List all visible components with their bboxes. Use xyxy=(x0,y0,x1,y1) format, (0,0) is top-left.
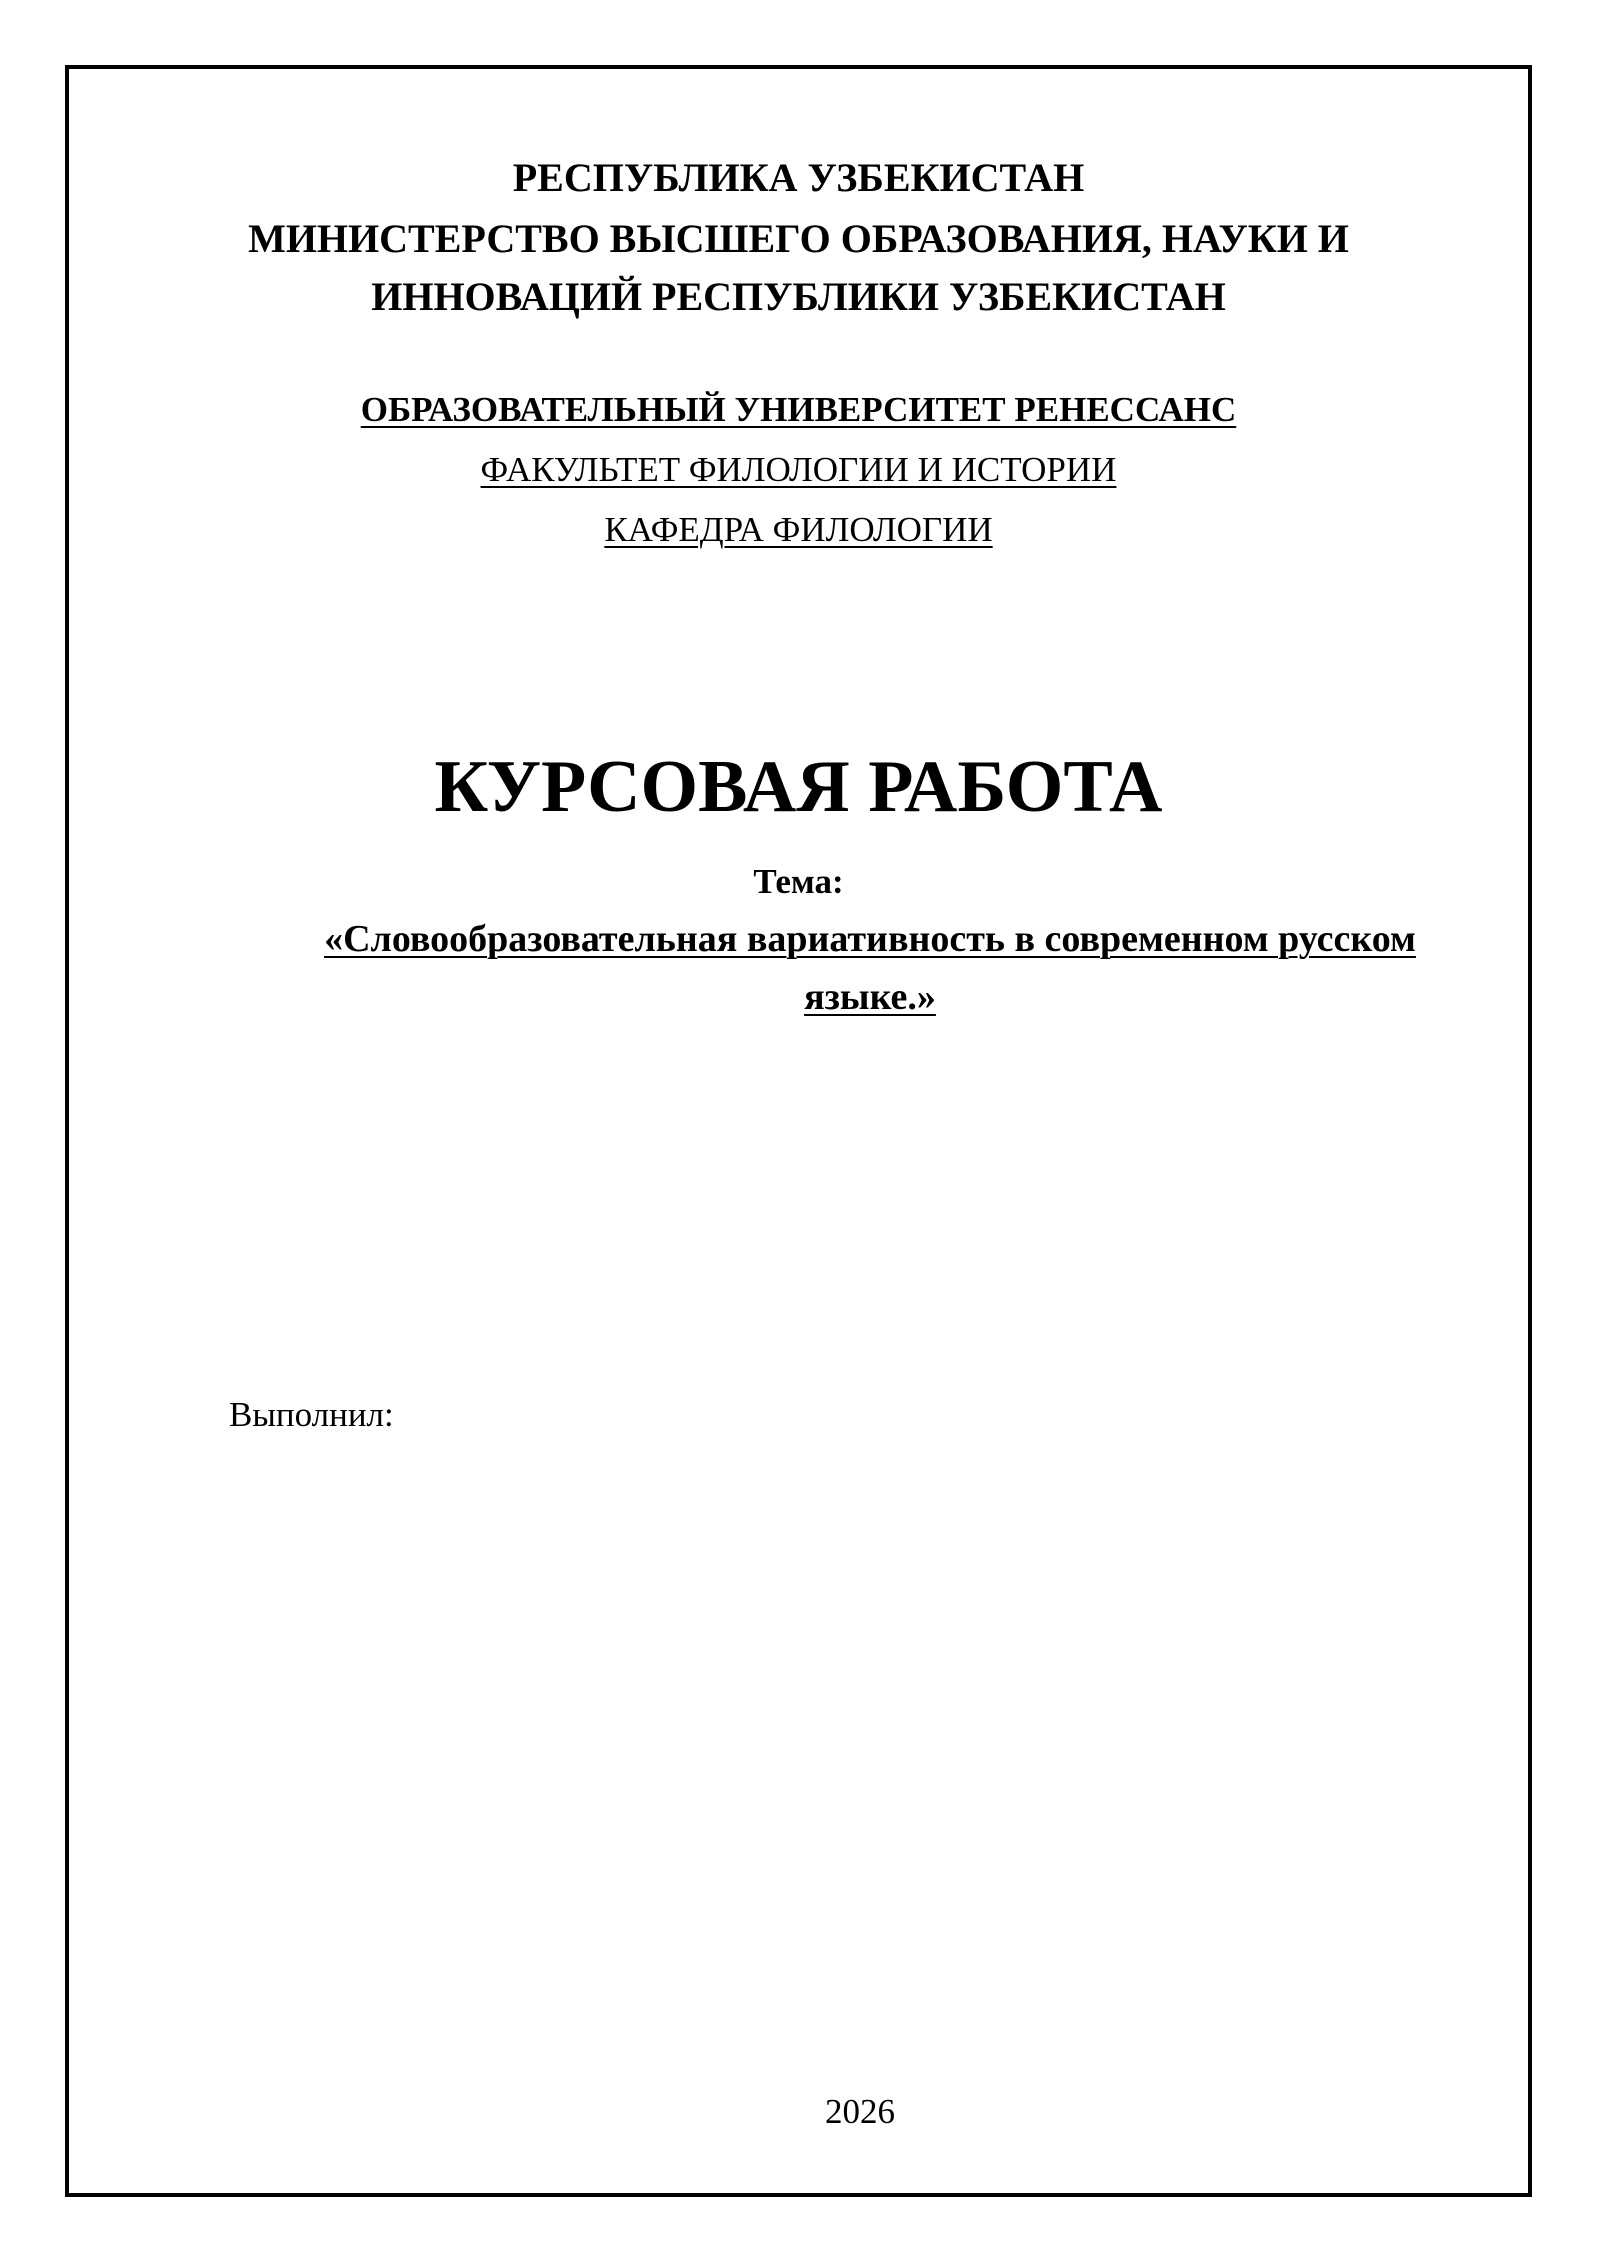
topic-title-line-1 xyxy=(160,918,1580,962)
topic-title-line-2 xyxy=(160,976,1580,1020)
department-name xyxy=(65,510,1532,550)
faculty-name xyxy=(65,450,1532,490)
republic-heading: РЕСПУБЛИКА УЗБЕКИСТАН xyxy=(512,155,1085,200)
ministry-heading-line-1: МИНИСТЕРСТВО ВЫСШЕГО ОБРАЗОВАНИЯ, НАУКИ И xyxy=(248,216,1349,261)
document-type-title: КУРСОВАЯ РАБОТА xyxy=(434,746,1163,828)
topic-title-line-1-text: «Словообразовательная вариативность в современном русском xyxy=(324,918,1416,960)
faculty-name-text: ФАКУЛЬТЕТ ФИЛОЛОГИИ И ИСТОРИИ xyxy=(480,450,1117,489)
year: 2026 xyxy=(825,2092,895,2131)
author-label: Выполнил: xyxy=(229,1395,394,1434)
page-border xyxy=(65,65,1532,2197)
topic-title-line-2-text: языке.» xyxy=(804,976,936,1018)
department-name-text: КАФЕДРА ФИЛОЛОГИИ xyxy=(604,510,993,549)
university-name-text: ОБРАЗОВАТЕЛЬНЫЙ УНИВЕРСИТЕТ РЕНЕССАНС xyxy=(360,390,1237,429)
topic-label: Тема: xyxy=(753,862,844,901)
university-name xyxy=(65,390,1532,430)
ministry-heading-line-2: ИННОВАЦИЙ РЕСПУБЛИКИ УЗБЕКИСТАН xyxy=(371,274,1226,319)
